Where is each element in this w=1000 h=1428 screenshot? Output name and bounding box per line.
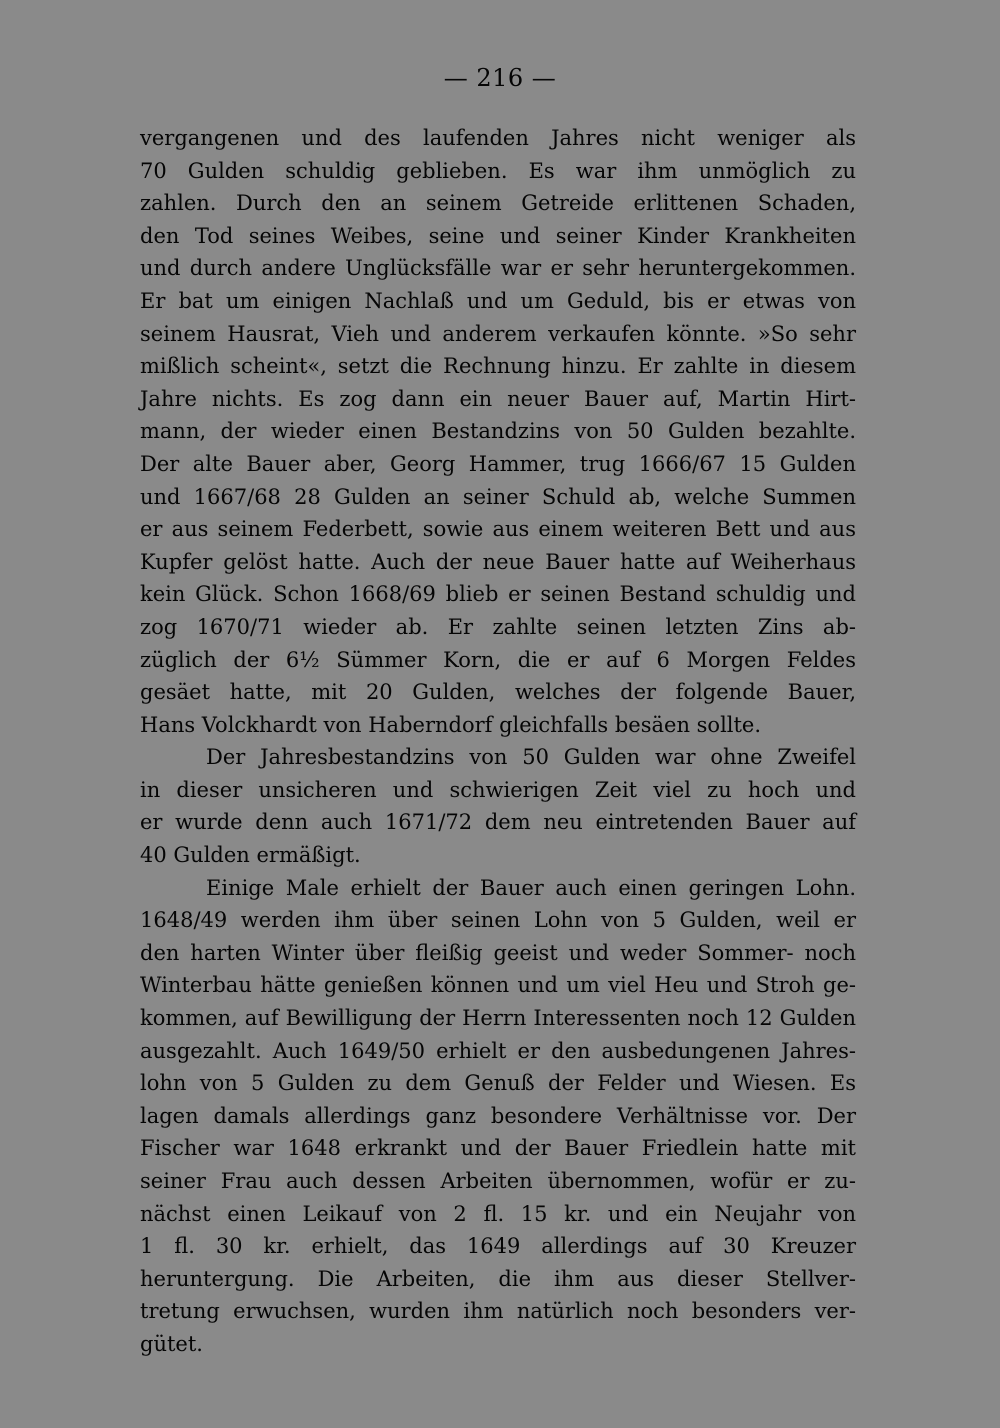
text-line: Der alte Bauer aber, Georg Hammer, trug 1666/67 15 Gulden <box>140 451 856 476</box>
text-line: tretung erwuchsen, wurden ihm natürlich noch besonders ver- <box>140 1299 856 1324</box>
text-line: 70 Gulden schuldig geblieben. Es war ihm unmöglich zu <box>140 158 856 183</box>
text-line: seiner Frau auch dessen Arbeiten übernommen, wofür er zu- <box>140 1169 856 1193</box>
text-line: kommen, auf Bewilligung der Herrn Interessenten noch 12 Gulden <box>140 1006 856 1031</box>
text-line: kein Glück. Schon 1668/69 blieb er seinen Bestand schuldig und <box>140 582 856 607</box>
text-line: 1648/49 werden ihm über seinen Lohn von 5 Gulden, weil er <box>140 908 856 933</box>
text-line: mann, der wieder einen Bestandzins von 50 Gulden bezahlte. <box>140 419 856 444</box>
paragraph-start-line: Der Jahresbestandzins von 50 Gulden war ohne Zweifel <box>206 745 856 770</box>
text-line: 40 Gulden ermäßigt. <box>140 843 361 868</box>
text-line: zahlen. Durch den an seinem Getreide erlittenen Schaden, <box>140 191 856 216</box>
body-text <box>140 122 856 1361</box>
text-line: heruntergung. Die Arbeiten, die ihm aus dieser Stellver- <box>140 1266 856 1291</box>
text-line: Jahre nichts. Es zog dann ein neuer Bauer auf, Martin Hirt- <box>140 386 856 411</box>
text-line: lagen damals allerdings ganz besondere Verhältnisse vor. Der <box>140 1103 856 1128</box>
text-line: Winterbau hätte genießen können und um viel Heu und Stroh ge- <box>140 973 856 998</box>
text-line: züglich der 6½ Sümmer Korn, die er auf 6 Morgen Feldes <box>140 647 856 672</box>
text-line: mißlich scheint«, setzt die Rechnung hinzu. Er zahlte in diesem <box>140 354 856 379</box>
text-line: er aus seinem Federbett, sowie aus einem weiteren Bett und aus <box>140 517 856 542</box>
text-line: gesäet hatte, mit 20 Gulden, welches der folgende Bauer, <box>140 680 856 705</box>
text-line: Fischer war 1648 erkrankt und der Bauer Friedlein hatte mit <box>140 1136 856 1161</box>
page-number: — 216 — <box>443 64 557 92</box>
text-line: in dieser unsicheren und schwierigen Zeit viel zu hoch und <box>140 777 856 802</box>
paragraph-start-line: Einige Male erhielt der Bauer auch einen geringen Lohn. <box>206 875 856 900</box>
text-line: den Tod seines Weibes, seine und seiner Kinder Krankheiten <box>140 223 856 248</box>
text-line: 1 fl. 30 kr. erhielt, das 1649 allerdings auf 30 Kreuzer <box>140 1234 856 1259</box>
text-line: und durch andere Unglücksfälle war er sehr heruntergekommen. <box>140 256 856 281</box>
text-line: Er bat um einigen Nachlaß und um Geduld, bis er etwas von <box>140 288 856 313</box>
text-line: vergangenen und des laufenden Jahres nicht weniger als <box>140 126 856 150</box>
text-line: den harten Winter über fleißig geeist und weder Sommer- noch <box>140 940 856 965</box>
text-line: und 1667/68 28 Gulden an seiner Schuld ab, welche Summen <box>140 484 856 509</box>
text-line: gütet. <box>140 1331 203 1356</box>
text-line: ausgezahlt. Auch 1649/50 erhielt er den ausbedungenen Jahres- <box>140 1038 856 1063</box>
text-line: seinem Hausrat, Vieh und anderem verkaufen könnte. »So sehr <box>140 321 856 346</box>
text-line: Kupfer gelöst hatte. Auch der neue Bauer hatte auf Weiherhaus <box>140 549 856 574</box>
text-line: zog 1670/71 wieder ab. Er zahlte seinen letzten Zins ab- <box>140 614 856 639</box>
text-line: nächst einen Leikauf von 2 fl. 15 kr. und ein Neujahr von <box>140 1201 856 1226</box>
text-line: Hans Volckhardt von Haberndorf gleichfalls besäen sollte. <box>140 712 762 737</box>
text-line: lohn von 5 Gulden zu dem Genuß der Felder und Wiesen. Es <box>140 1071 856 1096</box>
text-line: er wurde denn auch 1671/72 dem neu eintretenden Bauer auf <box>140 810 856 835</box>
